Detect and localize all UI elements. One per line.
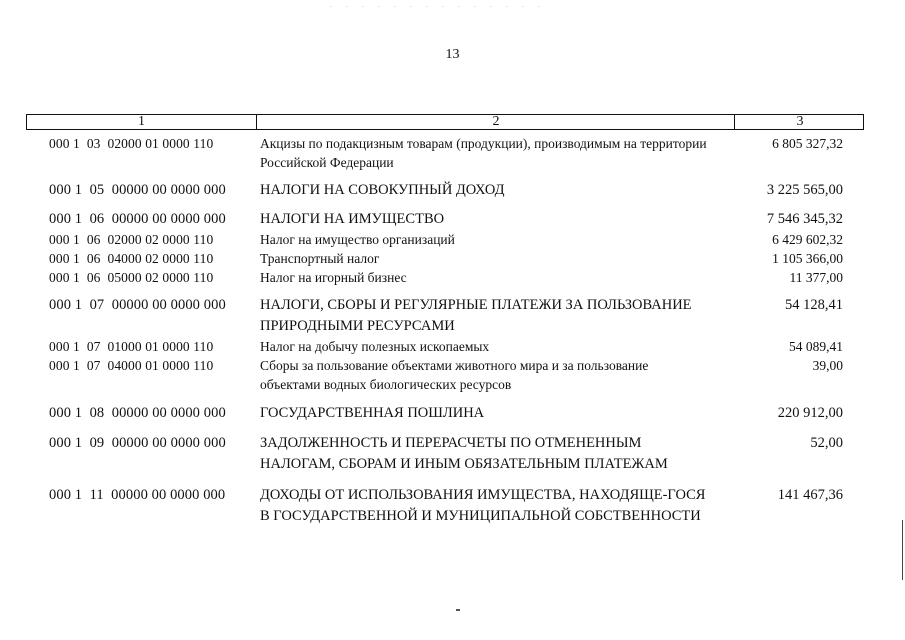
row-name: НАЛОГИ НА СОВОКУПНЫЙ ДОХОД [260,182,505,198]
row-amount: 7 546 345,32 [766,211,843,227]
row-amount: 11 377,00 [789,270,843,285]
row-name: Акцизы по подакцизным товарам (продукции), производимым на территории Российской Федерации [260,136,707,170]
row-name: Сборы за пользование объектами животного мира и за пользование объектами водных биологических ресурсов [260,358,649,392]
row-name: ГОСУДАРСТВЕННАЯ ПОШЛИНА [260,405,485,421]
row-code: 000 1 06 05000 02 0000 110 [49,270,214,285]
row-amount: 6 805 327,32 [772,136,843,151]
row-amount: 54 089,41 [789,339,843,354]
row-name: ЗАДОЛЖЕННОСТЬ И ПЕРЕРАСЧЕТЫ ПО ОТМЕНЕННЫМ НАЛОГАМ, СБОРАМ И ИНЫМ ОБЯЗАТЕЛЬНЫМ ПЛАТЕЖАМ [260,435,668,472]
row-name: НАЛОГИ, СБОРЫ И РЕГУЛЯРНЫЕ ПЛАТЕЖИ ЗА ПОЛЬЗОВАНИЕ ПРИРОДНЫМИ РЕСУРСАМИ [260,297,692,334]
row-name: ДОХОДЫ ОТ ИСПОЛЬЗОВАНИЯ ИМУЩЕСТВА, НАХОДЯЩЕ-ГОСЯ В ГОСУДАРСТВЕННОЙ И МУНИЦИПАЛЬНОЙ СОБСТВЕННОСТИ [260,487,706,524]
table-header [26,114,864,130]
row-code: 000 1 11 00000 00 0000 000 [49,487,226,503]
row-name: Транспортный налог [260,251,380,266]
row-amount: 39,00 [812,358,843,373]
row-code: 000 1 06 04000 02 0000 110 [49,251,214,266]
row-code: 000 1 08 00000 00 0000 000 [49,405,226,421]
row-name: НАЛОГИ НА ИМУЩЕСТВО [260,211,445,227]
row-code: 000 1 07 01000 01 0000 110 [49,339,214,354]
row-code: 000 1 05 00000 00 0000 000 [49,182,226,198]
scan-speck [456,609,460,611]
row-code: 000 1 07 00000 00 0000 000 [49,297,226,313]
scan-edge-line [902,520,903,580]
row-name: Налог на добычу полезных ископаемых [260,339,490,354]
scan-artifact-dots: . . . . . . . . . . . . . . [330,0,546,9]
row-name: Налог на игорный бизнес [260,270,407,285]
row-code: 000 1 09 00000 00 0000 000 [49,435,226,451]
row-code: 000 1 06 00000 00 0000 000 [49,211,226,227]
row-amount: 6 429 602,32 [772,232,843,247]
header-col-2: 2 [256,115,735,129]
page-number: 13 [445,47,460,62]
row-code: 000 1 07 04000 01 0000 110 [49,358,214,373]
header-col-3: 3 [734,115,865,129]
header-col-1: 1 [138,114,145,129]
row-amount: 1 105 366,00 [772,251,843,266]
row-amount: 52,00 [810,435,843,451]
row-code: 000 1 06 02000 02 0000 110 [49,232,214,247]
row-amount: 3 225 565,00 [766,182,843,198]
row-code: 000 1 03 02000 01 0000 110 [49,136,214,151]
row-amount: 141 467,36 [777,487,843,503]
row-amount: 54 128,41 [785,297,843,313]
row-amount: 220 912,00 [777,405,843,421]
row-name: Налог на имущество организаций [260,232,455,247]
